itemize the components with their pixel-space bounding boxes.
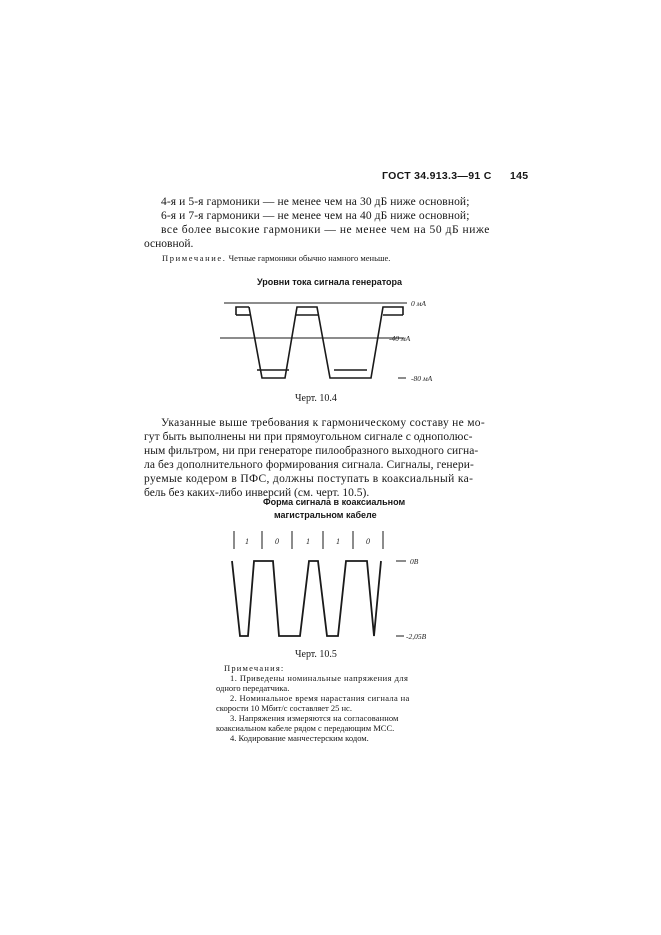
- voltage-label-205: -2,05В: [406, 632, 427, 641]
- bit-label-4: 1: [336, 537, 340, 546]
- notes-2-line-6: коаксиальном кабеле рядом с передающим МСС.: [216, 723, 395, 733]
- harmonics-line-4: основной.: [144, 238, 194, 250]
- figure-2-title-line-1: Форма сигнала в коаксиальном: [263, 497, 406, 507]
- paragraph-line-3: ным фильтром, ни при генераторе пилообразного выходного сигна-: [144, 445, 479, 457]
- standard-number: ГОСТ 34.913.3—91 С: [382, 170, 492, 182]
- paragraph-line-6: бель без каких-либо инверсий (см. черт. 10.5).: [144, 487, 370, 499]
- paragraph-line-2: гут быть выполнены ни при прямоугольном сигнале с однополюс-: [144, 431, 473, 443]
- level-label-40: -40 мА: [389, 334, 411, 343]
- figure-1-title: Уровни тока сигнала генератора: [257, 277, 402, 287]
- figure-1-caption: Черт. 10.4: [295, 393, 337, 404]
- note-1-text: Четные гармоники обычно намного меньше.: [228, 253, 391, 263]
- bit-label-5: 0: [366, 537, 370, 546]
- level-label-80: -80 мА: [411, 374, 433, 383]
- notes-2-line-1: 1. Приведены номинальные напряжения для: [230, 673, 409, 683]
- bit-label-1: 1: [245, 537, 249, 546]
- notes-2-line-4: скорости 10 Мбит/с составляет 25 нс.: [216, 703, 352, 713]
- page-header: [382, 170, 528, 182]
- note-1-label: Примечание.: [162, 253, 227, 263]
- bit-label-2: 0: [275, 537, 279, 546]
- note-1: [162, 253, 390, 263]
- page-number: 145: [510, 170, 529, 182]
- paragraph-line-1: Указанные выше требования к гармоническому составу не мо-: [161, 417, 485, 429]
- voltage-label-0: 0В: [410, 557, 419, 566]
- paragraph-line-4: ла без дополнительного формирования сигнала. Сигналы, генери-: [144, 459, 474, 471]
- notes-2-line-5: 3. Напряжения измеряются на согласованном: [230, 713, 399, 723]
- notes-2-line-7: 4. Кодирование манчестерским кодом.: [230, 733, 369, 743]
- notes-2-line-2: одного передатчика.: [216, 683, 290, 693]
- figure-2-caption: Черт. 10.5: [295, 649, 337, 660]
- paragraph-line-5: руемые кодером в ПФС, должны поступать в коаксиальный ка-: [144, 473, 474, 485]
- level-label-0: 0 мА: [411, 299, 426, 308]
- notes-2-line-3: 2. Номинальное время нарастания сигнала на: [230, 693, 410, 703]
- notes-2-heading: Примечания:: [224, 663, 285, 673]
- harmonics-line-1: 4-я и 5-я гармоники — не менее чем на 30 дБ ниже основной;: [161, 196, 470, 208]
- figure-2-title-line-2: магистральном кабеле: [274, 510, 377, 520]
- harmonics-line-2: 6-я и 7-я гармоники — не менее чем на 40 дБ ниже основной;: [161, 210, 470, 222]
- harmonics-line-3: все более высокие гармоники — не менее чем на 50 дБ ниже: [161, 224, 490, 236]
- bit-label-3: 1: [306, 537, 310, 546]
